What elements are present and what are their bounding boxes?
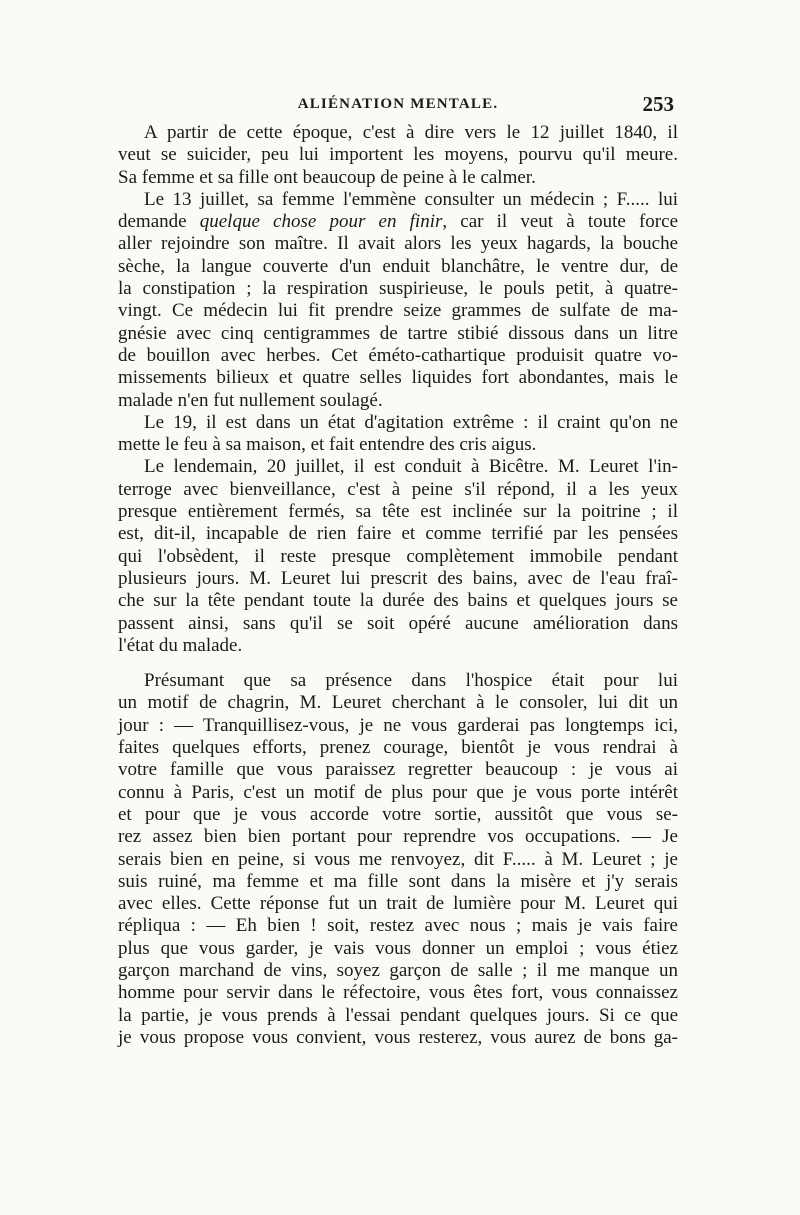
text-line: et pour que je vous accorde votre sortie, aussitôt que vous se- (118, 803, 678, 825)
text-line: faites quelques efforts, prenez courage, bientôt je vous rendrai à (118, 737, 678, 759)
text-line: la constipation ; la respiration suspirieuse, le pouls petit, à quatre- (118, 278, 678, 300)
text-line: plusieurs jours. M. Leuret lui prescrit des bains, avec de l'eau fraî- (118, 567, 678, 589)
text-line: l'état du malade. (118, 634, 243, 656)
text-line: je vous propose vous convient, vous resterez, vous aurez de bons ga- (118, 1026, 678, 1048)
italic-phrase: quelque chose pour en finir (199, 211, 443, 233)
text-line: malade n'en fut nullement soulagé. (118, 389, 383, 411)
paragraph (118, 456, 678, 657)
paragraph (118, 122, 678, 189)
text-line: mette le feu à sa maison, et fait entendre des cris aigus. (118, 434, 537, 456)
text-line: homme pour servir dans le réfectoire, vous êtes fort, vous connaissez (118, 982, 678, 1004)
book-page (118, 92, 678, 1049)
text-line: passent ainsi, sans qu'il se soit opéré aucune amélioration dans (118, 612, 678, 634)
text-line: Présumant que sa présence dans l'hospice était pour lui (144, 670, 678, 692)
text-line: de bouillon avec herbes. Cet éméto-cathartique produisit quatre vo- (118, 344, 678, 366)
text-line: presque entièrement fermés, sa tête est inclinée sur la poitrine ; il (118, 501, 678, 523)
text-line: aller rejoindre son maître. Il avait alors les yeux hagards, la bouche (118, 233, 678, 255)
text-fragment: , car il veut à toute force (442, 211, 679, 233)
text-line: veut se suicider, peu lui importent les moyens, pourvu qu'il meure. (118, 144, 678, 166)
text-line: vingt. Ce médecin lui fit prendre seize grammes de sulfate de ma- (118, 300, 678, 322)
text-line: la partie, je vous prends à l'essai pendant quelques jours. Si ce que (118, 1004, 678, 1026)
text-line: che sur la tête pendant toute la durée des bains et quelques jours se (118, 590, 678, 612)
text-line: Le 13 juillet, sa femme l'emmène consulter un médecin ; F..... lui (144, 188, 678, 210)
text-line: gnésie avec cinq centigrammes de tartre stibié dissous dans un litre (118, 322, 678, 344)
paragraph-gap (118, 657, 678, 670)
paragraph (118, 412, 678, 457)
running-header (118, 92, 678, 120)
text-line: plus que vous garder, je vais vous donner un emploi ; vous étiez (118, 937, 678, 959)
text-line: serais bien en peine, si vous me renvoyez, dit F..... à M. Leuret ; je (118, 848, 678, 870)
text-line: répliqua : — Eh bien ! soit, restez avec nous ; mais je vais faire (118, 915, 678, 937)
text-line: avec elles. Cette réponse fut un trait de lumière pour M. Leuret qui (118, 893, 678, 915)
text-line: Le 19, il est dans un état d'agitation extrême : il craint qu'on ne (144, 411, 678, 433)
text-line: terroge avec bienveillance, c'est à peine s'il répond, il a les yeux (118, 478, 678, 500)
text-line: suis ruiné, ma femme et ma fille sont dans la misère et j'y serais (118, 870, 678, 892)
text-line: garçon marchand de vins, soyez garçon de salle ; il me manque un (118, 959, 678, 981)
text-line: qui l'obsèdent, il reste presque complètement immobile pendant (118, 545, 678, 567)
paragraph (118, 189, 678, 412)
text-line: A partir de cette époque, c'est à dire vers le 12 juillet 1840, il (144, 122, 678, 143)
text-line: Le lendemain, 20 juillet, il est conduit à Bicêtre. M. Leuret l'in- (144, 456, 678, 478)
paragraph (118, 670, 678, 1049)
text-line: votre famille que vous paraissez regretter beaucoup : je vous ai (118, 759, 678, 781)
body-text (118, 122, 678, 1049)
text-line: sèche, la langue couverte d'un enduit blanchâtre, le ventre dur, de (118, 255, 678, 277)
text-line: rez assez bien bien portant pour reprendre vos occupations. — Je (118, 826, 678, 848)
text-line: Sa femme et sa fille ont beaucoup de peine à le calmer. (118, 166, 536, 188)
page-number: 253 (642, 92, 674, 116)
text-fragment: demande (118, 211, 200, 233)
text-line: un motif de chagrin, M. Leuret cherchant à le consoler, lui dit un (118, 692, 678, 714)
text-line: jour : — Tranquillisez-vous, je ne vous garderai pas longtemps ici, (118, 714, 678, 736)
running-title: ALIÉNATION MENTALE. (297, 96, 499, 112)
text-line (118, 211, 678, 233)
text-line: est, dit-il, incapable de rien faire et comme terrifié par les pensées (118, 523, 678, 545)
text-line: connu à Paris, c'est un motif de plus pour que je vous porte intérêt (118, 781, 678, 803)
text-line: missements bilieux et quatre selles liquides fort abondantes, mais le (118, 367, 678, 389)
